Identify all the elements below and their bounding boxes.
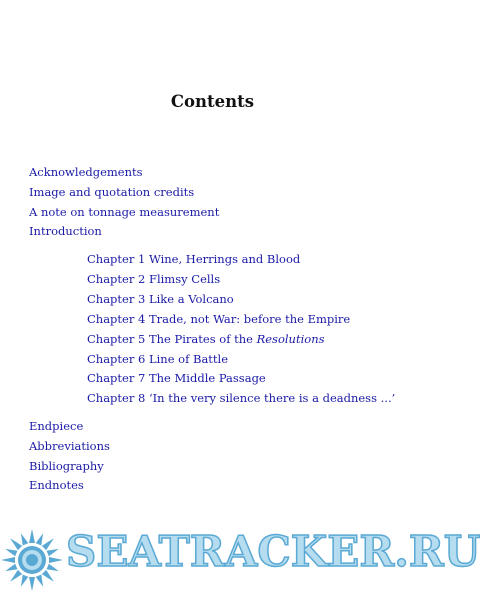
toc-link-chapter-8[interactable]: Chapter 8 ‘In the very silence there is a deadness ...’	[87, 391, 396, 405]
toc-link-chapter-7[interactable]: Chapter 7 The Middle Passage	[87, 371, 266, 385]
toc-link-chapter-5[interactable]	[87, 332, 325, 346]
watermark-text: SEATRACKER.RU	[66, 527, 480, 576]
toc-link-chapter-3[interactable]: Chapter 3 Like a Volcano	[87, 292, 234, 306]
toc-link-bibliography[interactable]: Bibliography	[29, 459, 104, 473]
sun-logo-icon	[0, 526, 64, 590]
toc-link-introduction[interactable]: Introduction	[29, 224, 102, 238]
chapter-5-label-prefix: Chapter 5 The Pirates of the	[87, 332, 257, 346]
toc-link-abbreviations[interactable]: Abbreviations	[29, 439, 110, 453]
toc-link-endpiece[interactable]: Endpiece	[29, 419, 84, 433]
page-title: Contents	[170, 92, 255, 111]
toc-link-chapter-4[interactable]: Chapter 4 Trade, not War: before the Empire	[87, 312, 351, 326]
toc-link-endnotes[interactable]: Endnotes	[29, 478, 84, 492]
toc-link-tonnage-note[interactable]: A note on tonnage measurement	[29, 205, 220, 219]
chapter-5-label-italic: Resolutions	[256, 332, 325, 346]
toc-link-image-credits[interactable]: Image and quotation credits	[29, 185, 195, 199]
toc-link-acknowledgements[interactable]: Acknowledgements	[29, 165, 143, 179]
toc-link-chapter-6[interactable]: Chapter 6 Line of Battle	[87, 352, 229, 366]
toc-link-chapter-2[interactable]: Chapter 2 Flimsy Cells	[87, 272, 221, 286]
toc-link-chapter-1[interactable]: Chapter 1 Wine, Herrings and Blood	[87, 252, 301, 266]
